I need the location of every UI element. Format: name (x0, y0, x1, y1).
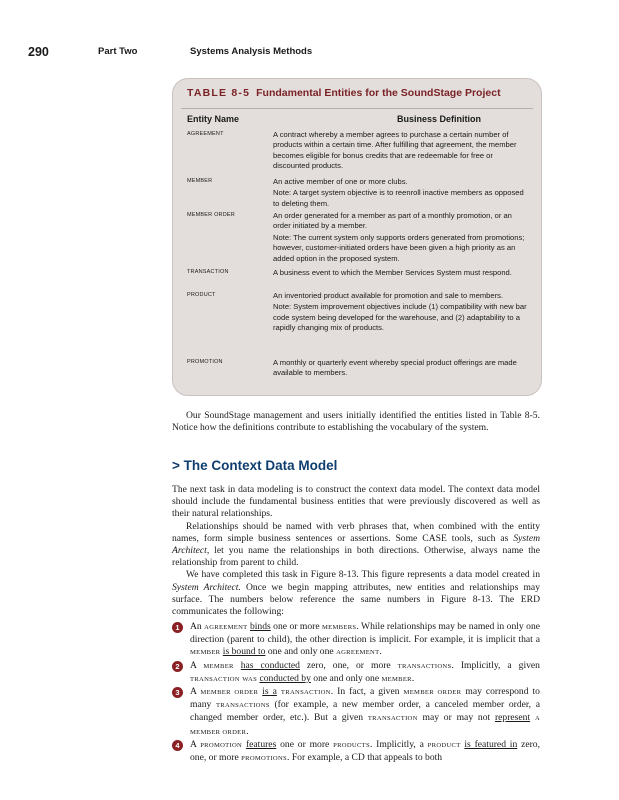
entity-term: TRANSACTIONS (397, 662, 452, 670)
table-divider (181, 108, 533, 109)
table-label: TABLE 8-5 (187, 87, 251, 99)
list-text: . (246, 725, 249, 737)
list-text: zero, one, or more (299, 659, 398, 671)
paragraph (172, 569, 540, 618)
definition-text: An active member of one or more clubs. (273, 177, 408, 186)
entity-term: MEMBER (381, 675, 412, 683)
list-text: may correspond to many (190, 686, 540, 711)
paragraph (172, 521, 540, 570)
list-text: one and only one (310, 672, 382, 684)
entity-name: AGREEMENT (187, 131, 224, 137)
relationship-name: conducted by (259, 672, 311, 684)
product-name: System Architect. (172, 581, 241, 593)
list-text (234, 660, 241, 671)
list-text: . Implicitly, a given (451, 659, 540, 671)
relationship-name: is a (262, 686, 277, 698)
entity-table (172, 78, 542, 396)
number-marker-icon: 2 (172, 661, 183, 672)
list-text: zero, one, or more (190, 738, 540, 764)
list-text: . (411, 672, 415, 684)
definition-text: A monthly or quarterly event whereby special product offerings are made available to members. (273, 358, 517, 378)
entity-term: AGREEMENT (204, 624, 248, 631)
relationship-list (172, 621, 540, 765)
entity-definition (273, 177, 531, 210)
relationship-name: is bound to (222, 646, 266, 658)
list-text: . While relationships may be named in only one direction (parent to child), the other direction is implicit. For example, it is implicit that a (190, 621, 540, 646)
section-heading: > The Context Data Model (172, 458, 338, 473)
list-text: A (190, 738, 201, 750)
list-text: . Implicitly, a (369, 738, 428, 750)
list-item (172, 621, 540, 660)
definition-note: Note: System improvement objectives include (1) compatibility with new bar code system being developed for the warehouse, and (2) adaptability to a rapidly changing mix of products. (273, 302, 527, 333)
list-text: one or more (276, 738, 334, 750)
definition-text: A contract whereby a member agrees to purchase a certain number of products within a certain time. After fulfilling that agreement, the member becomes eligible for bonus credits that are redeemable for free or discounted products. (273, 130, 517, 171)
entity-name: TRANSACTION (187, 269, 229, 275)
definition-note: Note: The current system only supports orders generated from promotions; however, customer-initiated orders have been given a high priority as an added option in the proposed system. (273, 232, 525, 263)
table-title (187, 87, 501, 99)
entity-term: PRODUCT (427, 741, 461, 749)
list-item (172, 686, 540, 739)
list-item (172, 739, 540, 765)
entity-term: TRANSACTIONS (215, 702, 270, 710)
definition-text: A business event to which the Member Services System must respond. (273, 268, 512, 277)
entity-term: TRANSACTION (280, 689, 331, 697)
relationship-name: features (245, 738, 277, 750)
relationship-name: represent (494, 712, 531, 724)
section-label: Systems Analysis Methods (190, 46, 313, 57)
entity-term: TRANSACTION (190, 675, 240, 683)
paragraph-text: , let you name the relationships in both directions. Otherwise, always name the relationship from parent to child. (172, 545, 540, 569)
entity-name: PRODUCT (187, 292, 216, 298)
entity-term: MEMBER ORDER (200, 689, 259, 697)
entity-definition (273, 291, 531, 335)
column-header-entity: Entity Name (187, 114, 240, 124)
list-text: (for example, a new member order, a canceled member order, a changed member order, etc.). But a given (190, 699, 541, 724)
list-text: one or more (270, 621, 323, 632)
relationship-name: has conducted (240, 659, 300, 671)
entity-name: MEMBER (187, 178, 213, 184)
entity-term: MEMBER (203, 662, 234, 670)
list-text: one and only one (265, 646, 337, 658)
entity-term: TRANSACTION (367, 715, 418, 723)
definition-note: Note: A target system objective is to reenroll inactive members as opposed to deleting them. (273, 188, 524, 208)
relationship-name: binds (249, 621, 271, 632)
entity-name: PROMOTION (187, 359, 223, 365)
list-text: . In fact, a given (330, 686, 404, 698)
running-head (28, 45, 588, 61)
number-marker-icon: 4 (172, 740, 183, 751)
entity-term: MEMBER ORDER (403, 689, 462, 697)
entity-definition (273, 211, 531, 265)
table-caption: Fundamental Entities for the SoundStage Project (256, 87, 501, 99)
definition-text: An inventoried product available for promotion and sale to members. (273, 291, 504, 300)
paragraph-text: Once we begin mapping attributes, new entities and relationships may surface. The numbers below reference the same numbers in Figure 8-13. The ERD communicates the following: (172, 581, 540, 618)
column-header-definition: Business Definition (397, 114, 482, 124)
entity-definition (273, 268, 531, 279)
entity-definition (273, 358, 531, 380)
intro-paragraph-block (172, 410, 540, 434)
entity-term: A MEMBER ORDER (190, 715, 541, 736)
intro-paragraph: Our SoundStage management and users initially identified the entities listed in Table 8-5. Notice how the definitions contribute to establishing the vocabulary of the system. (172, 410, 540, 434)
entity-definition (273, 130, 531, 173)
list-text: An (190, 621, 205, 632)
paragraph-text: We have completed this task in Figure 8-13. This figure represents a data model created in (186, 569, 540, 581)
body-text (172, 484, 540, 618)
entity-term: WAS (242, 675, 258, 683)
entity-term: PROMOTION (200, 741, 243, 749)
definition-text: An order generated for a member as part of a monthly promotion, or an order initiated by a member. (273, 211, 512, 231)
number-marker-icon: 3 (172, 687, 183, 698)
product-name: System Architect (172, 532, 540, 557)
list-text: . (379, 646, 382, 658)
paragraph-text: Relationships should be named with verb phrases that, when combined with the entity names, form simple business sentences or assertions. Some CASE tools, such as (172, 520, 540, 544)
list-text: . For example, a CD that appeals to both (287, 752, 443, 764)
page-number: 290 (28, 45, 49, 59)
entity-term: AGREEMENT (336, 649, 380, 657)
entity-term: PROMOTIONS (241, 755, 288, 763)
list-text: A (190, 659, 204, 671)
entity-term: PRODUCTS (333, 741, 370, 749)
paragraph: The next task in data modeling is to construct the context data model. The context data model should include the fundamental business entities that were previously discovered as well as their natural relationships. (172, 484, 540, 520)
number-marker-icon: 1 (172, 622, 183, 633)
entity-term: MEMBER (190, 649, 221, 657)
entity-name: MEMBER ORDER (187, 212, 235, 218)
entity-term: MEMBERS (322, 624, 357, 631)
list-item (172, 660, 540, 686)
list-text: may or may not (417, 712, 495, 724)
relationship-name: is featured in (464, 738, 518, 750)
list-text: A (190, 686, 201, 698)
part-label: Part Two (98, 46, 138, 57)
